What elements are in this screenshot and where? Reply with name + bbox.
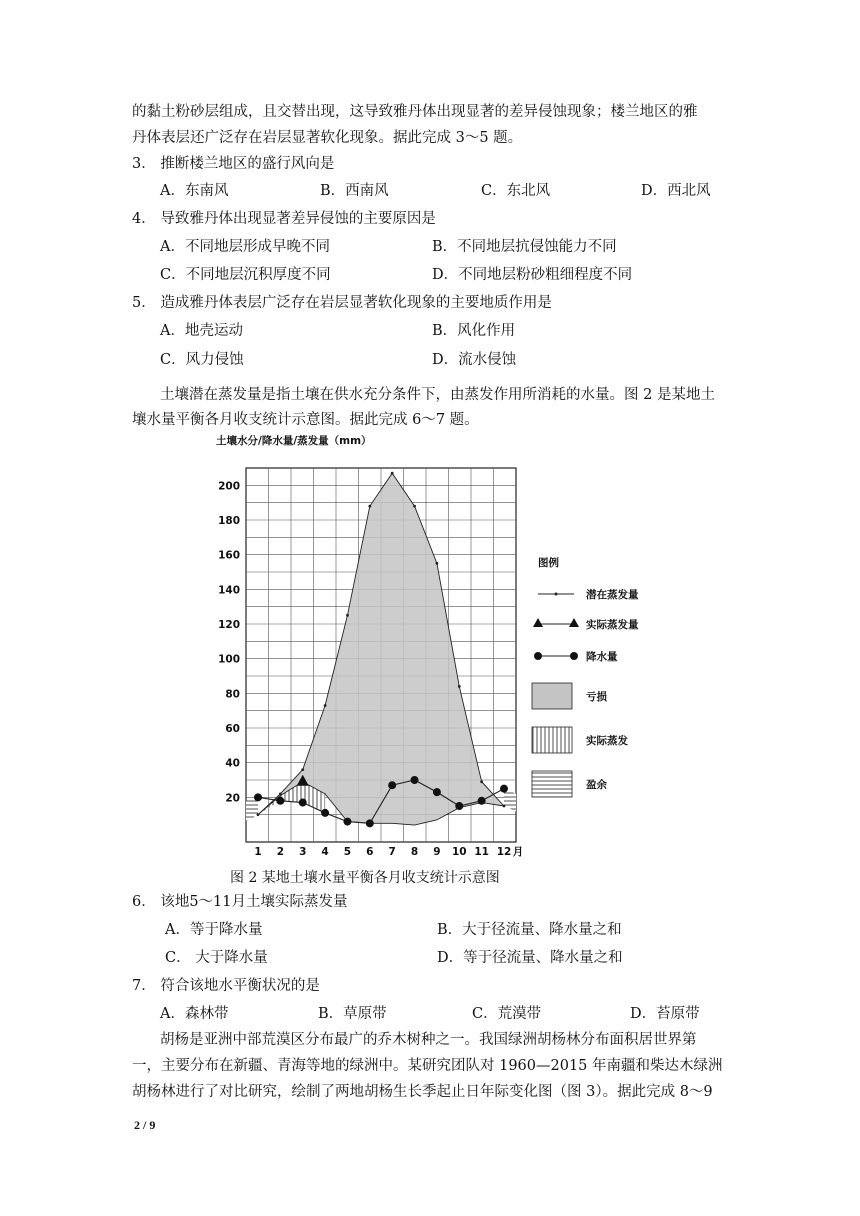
water-balance-chart <box>208 432 668 860</box>
potential-evap-point <box>324 704 327 707</box>
q4-option-a: A．不同地层形成早晚不同 <box>160 239 330 255</box>
y-axis-label: 土壤水分/降水量/蒸发量（mm） <box>216 435 372 447</box>
question-7-stem: 7． 符合该地水平衡状况的是 <box>132 978 320 994</box>
precipitation-point <box>500 785 508 793</box>
x-unit-label: 月 <box>512 846 524 858</box>
x-tick-label: 10 <box>451 846 467 858</box>
question-3-stem: 3． 推断楼兰地区的盛行风向是 <box>132 156 335 172</box>
figure-2-caption: 图 2 某地土壤水量平衡各月收支统计示意图 <box>230 870 500 886</box>
x-tick-label: 7 <box>388 846 396 858</box>
legend-swatch-actual-hatch <box>532 727 572 753</box>
legend-swatch-surplus <box>532 771 572 797</box>
potential-evap-point <box>458 685 461 688</box>
precipitation-point <box>433 788 441 796</box>
passage-3-line-2: 一，主要分布在新疆、青海等地的绿洲中。某研究团队对 1960—2015 年南疆和柴达木绿洲 <box>132 1058 723 1074</box>
precipitation-point <box>411 776 419 784</box>
legend-label-potential: 潜在蒸发量 <box>586 589 639 601</box>
q5-option-c: C．风力侵蚀 <box>160 352 244 368</box>
q6-option-b: B．大于径流量、降水量之和 <box>437 922 622 938</box>
potential-evap-point <box>391 472 394 475</box>
q3-option-d: D．西北风 <box>641 183 711 199</box>
q5-option-b: B．风化作用 <box>432 323 516 339</box>
legend-label-actual-hatch: 实际蒸发 <box>586 735 628 747</box>
passage-2-line-2: 壤水量平衡各月收支统计示意图。据此完成 6～7 题。 <box>132 412 479 428</box>
x-tick-label: 8 <box>410 846 419 858</box>
question-5-stem: 5． 造成雅丹体表层广泛存在岩层显著软化现象的主要地质作用是 <box>132 295 552 311</box>
precipitation-point <box>388 781 396 789</box>
legend-dot-right <box>570 652 578 660</box>
y-tick-label: 80 <box>225 688 240 701</box>
passage-3-line-1: 胡杨是亚洲中部荒漠区分布最广的乔木树种之一。我国绿洲胡杨林分布面积居世界第 <box>160 1032 697 1048</box>
question-6-stem: 6． 该地5～11月土壤实际蒸发量 <box>132 894 348 910</box>
y-tick-label: 100 <box>218 653 240 666</box>
legend-label-deficit: 亏损 <box>586 691 607 703</box>
legend-swatch-deficit <box>532 683 572 709</box>
precipitation-point <box>455 802 463 810</box>
precipitation-point <box>478 797 486 805</box>
potential-evap-point <box>368 505 371 508</box>
x-tick-label: 6 <box>366 846 374 858</box>
x-tick-label: 9 <box>433 846 441 858</box>
q7-option-b: B．草原带 <box>318 1006 387 1022</box>
intro-line-2: 丹体表层还广泛存在岩层显著软化现象。据此完成 3～5 题。 <box>132 130 523 146</box>
precipitation-point <box>343 818 351 826</box>
x-tick-label: 2 <box>276 846 285 858</box>
precipitation-point <box>299 799 307 807</box>
page-number: 2 / 9 <box>134 1118 156 1132</box>
potential-evap-point <box>346 614 349 617</box>
potential-evap-point <box>480 780 483 783</box>
q7-option-d: D．苔原带 <box>630 1006 700 1022</box>
q3-option-b: B．西南风 <box>320 183 389 199</box>
legend-triangle-left <box>533 618 543 627</box>
legend-dot-left <box>534 652 542 660</box>
q4-option-c: C．不同地层沉积厚度不同 <box>160 267 331 283</box>
x-tick-label: 4 <box>321 846 329 858</box>
precipitation-point <box>366 819 374 827</box>
legend-label-actual: 实际蒸发量 <box>586 619 639 631</box>
q3-option-a: A．东南风 <box>160 183 229 199</box>
legend-swatch-potential-dot <box>555 593 558 596</box>
y-tick-label: 140 <box>218 584 240 597</box>
passage-3-line-3: 胡杨林进行了对比研究，绘制了两地胡杨生长季起止日年际变化图（图 3）。据此完成 8～9 <box>132 1084 713 1100</box>
q6-option-d: D．等于径流量、降水量之和 <box>437 950 623 966</box>
question-4-stem: 4． 导致雅丹体出现显著差异侵蚀的主要原因是 <box>132 211 436 227</box>
intro-line-1: 的黏土粉砂层组成，且交替出现，这导致雅丹体出现显著的差异侵蚀现象；楼兰地区的雅 <box>132 104 698 120</box>
q5-option-a: A．地壳运动 <box>160 323 243 339</box>
q3-option-c: C．东北风 <box>481 183 551 199</box>
x-tick-label: 12 <box>496 846 512 858</box>
potential-evap-point <box>436 562 439 565</box>
y-tick-label: 200 <box>218 480 240 493</box>
q4-option-b: B．不同地层抗侵蚀能力不同 <box>432 239 617 255</box>
y-tick-label: 60 <box>225 723 240 735</box>
q7-option-c: C．荒漠带 <box>472 1006 542 1022</box>
y-tick-label: 120 <box>218 619 240 631</box>
legend-label-precip: 降水量 <box>586 651 618 663</box>
q7-option-a: A．森林带 <box>160 1006 229 1022</box>
x-tick-label: 1 <box>254 846 262 858</box>
y-tick-label: 160 <box>218 549 240 562</box>
potential-evap-point <box>413 505 416 508</box>
q4-option-d: D．不同地层粉砂粗细程度不同 <box>432 267 633 283</box>
potential-evap-point <box>279 792 282 795</box>
x-tick-label: 3 <box>299 846 307 858</box>
x-tick-label: 11 <box>474 846 489 858</box>
potential-evap-point <box>257 813 260 816</box>
potential-evap-point <box>301 768 304 771</box>
precipitation-point <box>254 793 262 801</box>
potential-evap-point <box>503 805 506 808</box>
y-tick-label: 40 <box>225 757 240 770</box>
x-tick-label: 5 <box>343 846 352 858</box>
legend-triangle-right <box>569 618 579 627</box>
precipitation-point <box>276 797 284 805</box>
q6-option-a: A．等于降水量 <box>165 922 263 938</box>
passage-2-line-1: 土壤潜在蒸发量是指土壤在供水充分条件下，由蒸发作用所消耗的水量。图 2 是某地土 <box>160 387 715 403</box>
legend-title: 图例 <box>538 557 559 569</box>
y-tick-label: 180 <box>218 515 240 527</box>
q5-option-d: D．流水侵蚀 <box>432 352 517 368</box>
q6-option-c: C． 大于降水量 <box>165 950 268 966</box>
y-tick-label: 20 <box>225 792 240 805</box>
precipitation-point <box>321 809 329 817</box>
legend-label-surplus: 盈余 <box>586 779 607 791</box>
